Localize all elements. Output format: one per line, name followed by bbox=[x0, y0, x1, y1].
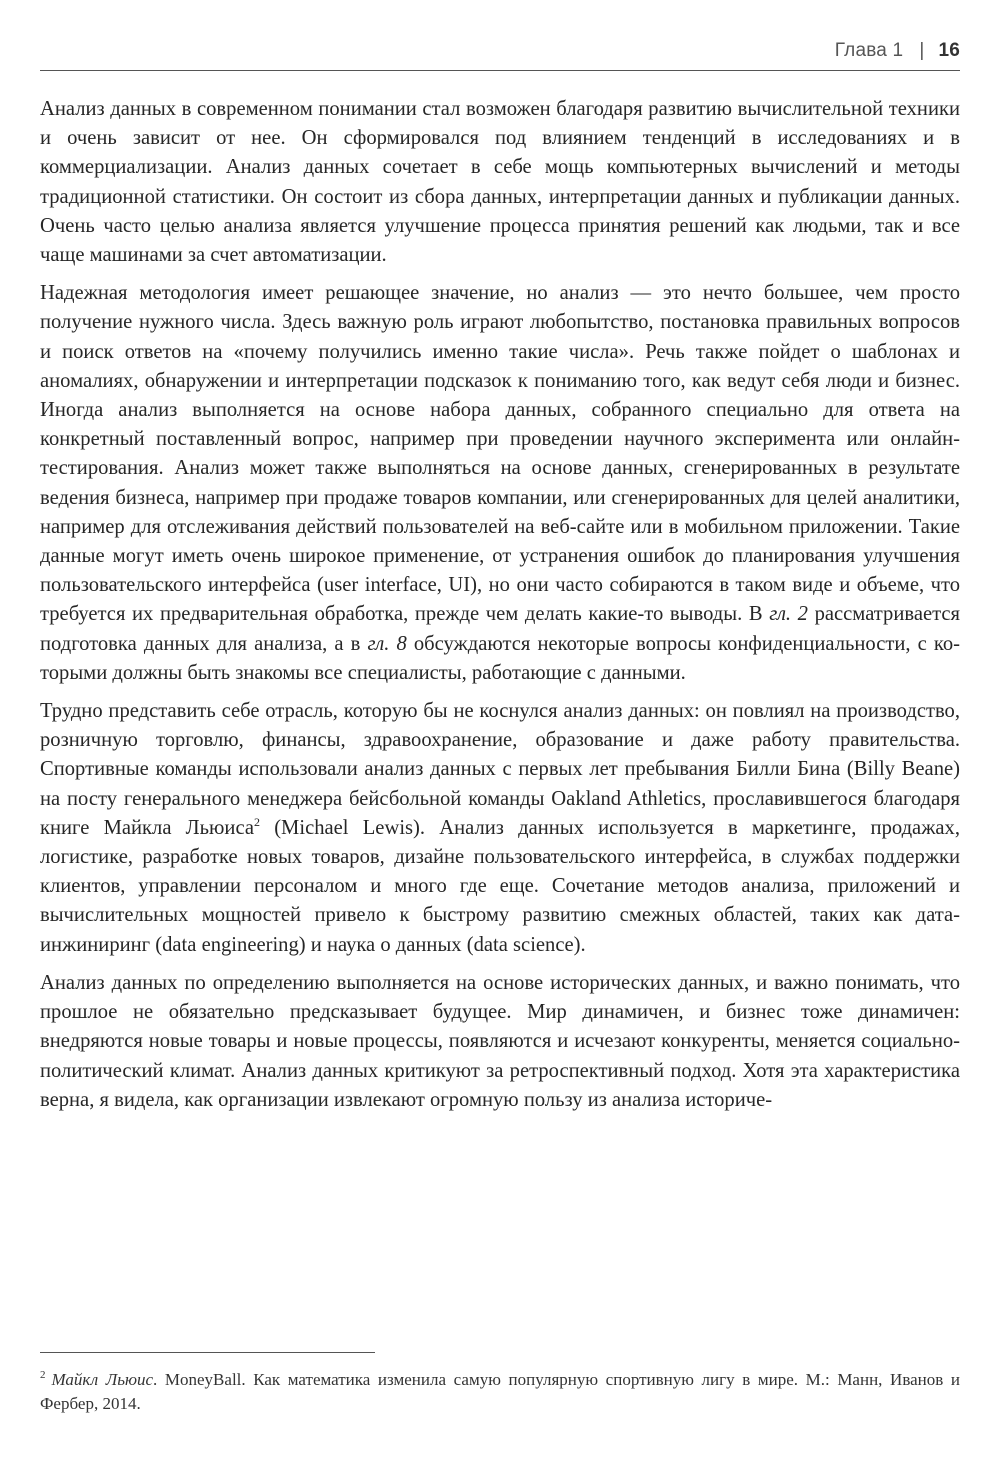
paragraph-2-part-c: обсуждаются некоторые вопросы конфиденциальности, с которыми должны быть знакомы все специалисты, работающие с данными. bbox=[40, 632, 960, 684]
paragraph-4: Анализ данных по определению выполняется на основе исторических данных, и важно понимать, что прошлое не обязательно предсказывает будущее. Мир динамичен, и бизнес тоже динамичен: внедряются новые товары и новые процессы, появляются и исчезают конкуренты, меняется социально-политический климат. Анализ данных критикуют за ретроспективный подход. Хотя эта характеристика верна, я видела, как организации извлекают огромную пользу из анализа историче- bbox=[40, 971, 960, 1111]
paragraph-1: Анализ данных в современном понимании стал возможен благодаря развитию вычислительной техники и очень зависит от нее. Он сформировался под влиянием тенденций в исследованиях и в коммерциализации. Анализ данных сочетает в себе мощь компьютерных вычислений и методы традиционной статистики. Он состоит из сбора данных, интерпретации данных и публикации данных. Очень часто целью анализа является улучшение процесса принятия решений как людьми, так и все чаще машинами за счет автоматизации. bbox=[40, 98, 960, 267]
paragraph-2 bbox=[40, 279, 960, 688]
footnote bbox=[40, 1368, 960, 1416]
footnote-marker: 2 bbox=[40, 1369, 46, 1382]
footnote-text: . MoneyBall. Как математика изменила самую популярную спортивную лигу в мире. М.: Манн, Иванов и Фербер, 2014. bbox=[40, 1370, 960, 1413]
paragraph-3-part-a: Трудно представить себе отрасль, которую бы не коснулся анализ данных: он повлиял на производство, розничную торговлю, финансы, здравоохранение, образование и даже работу правительства. Спортивные команды использовали анализ данных с первых лет пребывания Билли Бина (Billy Beane) на посту генерального менеджера бейсбольной команды Oakland Athletics, прославившегося благодаря книге Майкла Льюиса bbox=[40, 700, 960, 839]
page-number: 16 bbox=[938, 40, 960, 61]
paragraph-2-part-a: Надежная методология имеет решающее значение, но анализ — это нечто большее, чем просто получение нужного числа. Здесь важную роль играют любопытство, постановка правильных вопросов и поиск ответов на «почему получились именно такие числа». Речь также пойдет о шаблонах и аномалиях, обнаружении и интерпретации подсказок к пониманию того, как ведут себя люди и бизнес. Иногда анализ выполняется на основе набора данных, собранного специально для ответа на конкретный поставленный вопрос, например при проведении научного эксперимента или онлайн-тестирования. Анализ может также выполняться на основе данных, сгенерированных в результате ведения бизнеса, например при продаже товаров компании, или сгенерированных для целей аналитики, например для отслеживания действий пользователей на веб-сайте или в мобильном приложении. Такие данные могут иметь очень широкое применение, от устранения ошибок до планирования улучшения пользовательского интерфейса (user interface, UI), но они часто собираются в таком виде и объеме, что требуется их предварительная обработка, прежде чем делать какие-то выводы. В bbox=[40, 282, 960, 626]
footnote-author: Майкл Льюис bbox=[51, 1370, 154, 1389]
paragraph-2-part-b: рассматривается подготовка данных для анализа, а в bbox=[40, 603, 960, 655]
header-separator: | bbox=[919, 40, 925, 61]
book-page bbox=[40, 0, 960, 1476]
running-header bbox=[835, 40, 960, 62]
chapter-reference-8: гл. 8 bbox=[367, 632, 407, 655]
paragraph-3 bbox=[40, 697, 960, 960]
chapter-label: Глава 1 bbox=[834, 40, 904, 61]
footnote-rule bbox=[40, 1352, 375, 1353]
header-rule bbox=[40, 70, 960, 71]
footnote-reference: 2 bbox=[253, 815, 260, 830]
body-text bbox=[40, 95, 960, 1124]
paragraph-3-part-b: (Michael Lewis). Анализ данных используется в маркетинге, продажах, логистике, разработке новых товаров, дизайне пользовательского интерфейса, в службах поддержки клиентов, управлении персоналом и много где еще. Сочетание методов анализа, приложений и вычислительных мощностей привело к быстрому развитию смежных областей, таких как дата-инжиниринг (data engineering) и наука о данных (data science). bbox=[40, 816, 961, 956]
chapter-reference-2: гл. 2 bbox=[769, 603, 808, 626]
